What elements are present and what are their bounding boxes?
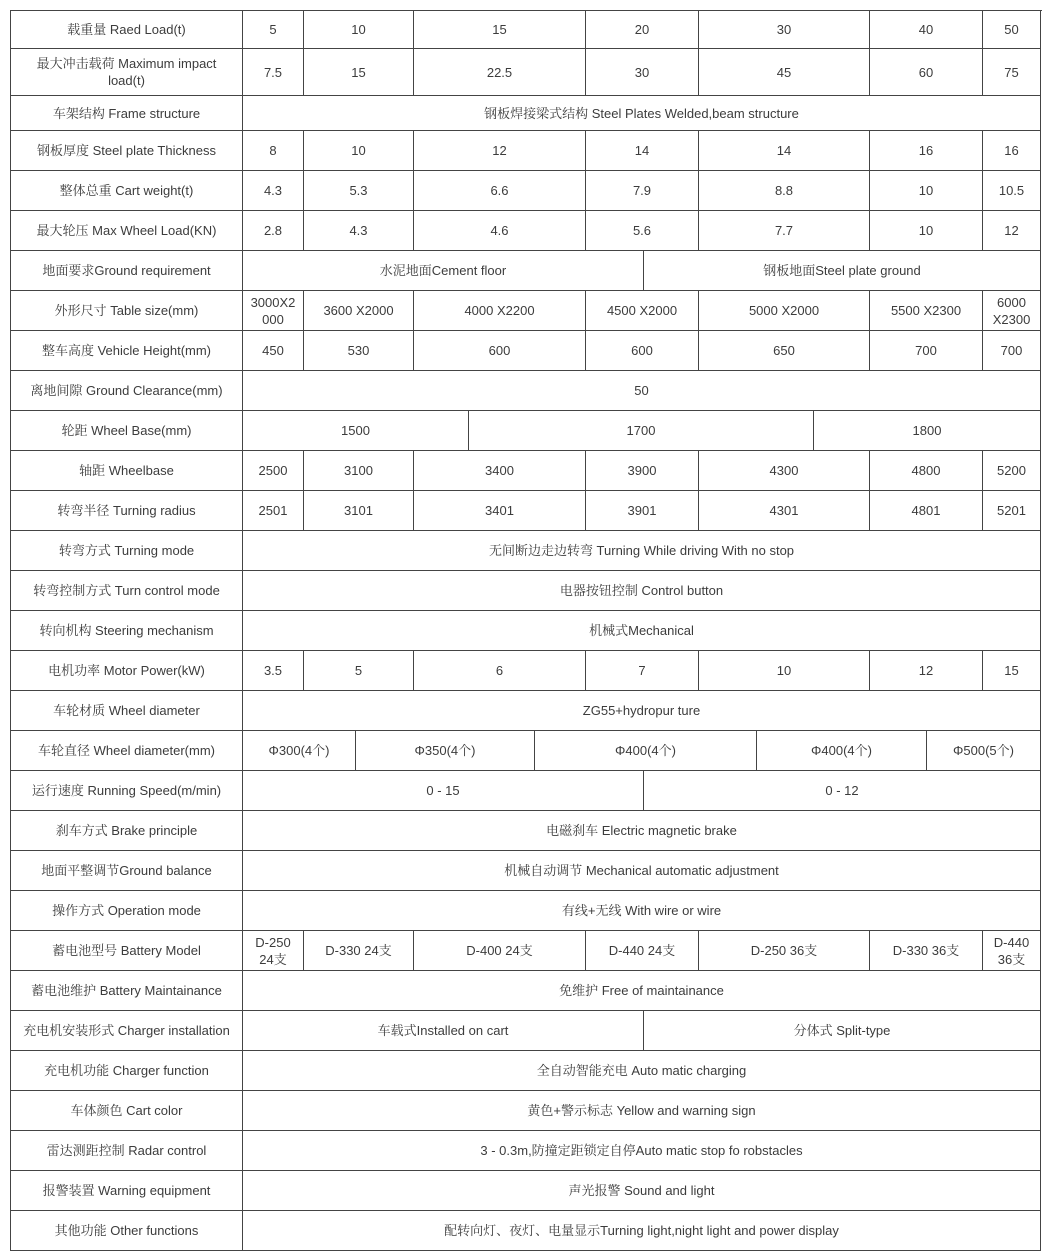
value-cell: 50 — [243, 371, 1041, 411]
table-row — [11, 49, 1042, 96]
row-label: 蓄电池维护 Battery Maintainance — [11, 971, 243, 1011]
value-cell: 3100 — [304, 451, 414, 491]
value-cell: 12 — [414, 131, 586, 171]
table-row — [11, 931, 1042, 971]
row-label: 电机功率 Motor Power(kW) — [11, 651, 243, 691]
row-label: 最大轮压 Max Wheel Load(KN) — [11, 211, 243, 251]
value-cell: 10 — [699, 651, 870, 691]
table-row — [11, 811, 1042, 851]
row-label: 雷达测距控制 Radar control — [11, 1131, 243, 1171]
value-cell: 10 — [870, 211, 983, 251]
value-cell: 配转向灯、夜灯、电量显示Turning light,night light and power display — [243, 1211, 1041, 1251]
value-cell: 电器按钮控制 Control button — [243, 571, 1041, 611]
row-label: 整体总重 Cart weight(t) — [11, 171, 243, 211]
value-cell: 15 — [304, 49, 414, 96]
table-row — [11, 971, 1042, 1011]
row-label: 地面要求Ground requirement — [11, 251, 243, 291]
value-cell: 12 — [983, 211, 1041, 251]
value-cell: 14 — [586, 131, 699, 171]
spec-table — [10, 10, 1042, 1251]
value-cell: 3400 — [414, 451, 586, 491]
value-cell: 3 - 0.3m,防撞定距锁定自停Auto matic stop fo robstacles — [243, 1131, 1041, 1171]
row-label: 车体颜色 Cart color — [11, 1091, 243, 1131]
value-cell: 3.5 — [243, 651, 304, 691]
value-cell: 机械自动调节 Mechanical automatic adjustment — [243, 851, 1041, 891]
value-cell: 3901 — [586, 491, 699, 531]
row-label: 地面平整调节Ground balance — [11, 851, 243, 891]
value-cell: 5000 X2000 — [699, 291, 870, 331]
row-label: 其他功能 Other functions — [11, 1211, 243, 1251]
row-label: 离地间隙 Ground Clearance(mm) — [11, 371, 243, 411]
value-cell: 4.3 — [304, 211, 414, 251]
row-label: 车轮直径 Wheel diameter(mm) — [11, 731, 243, 771]
value-cell: 30 — [586, 49, 699, 96]
value-cell: 10 — [304, 11, 414, 49]
table-row — [11, 531, 1042, 571]
value-cell: 全自动智能充电 Auto matic charging — [243, 1051, 1041, 1091]
table-row — [11, 1131, 1042, 1171]
value-cell: Φ300(4个) — [243, 731, 356, 771]
value-cell: 1800 — [814, 411, 1041, 451]
value-cell: 8 — [243, 131, 304, 171]
value-cell: ZG55+hydropur ture — [243, 691, 1041, 731]
value-cell: 4500 X2000 — [586, 291, 699, 331]
value-cell: 声光报警 Sound and light — [243, 1171, 1041, 1211]
table-row — [11, 251, 1042, 291]
value-cell: 2.8 — [243, 211, 304, 251]
value-cell: 6 — [414, 651, 586, 691]
value-cell: 14 — [699, 131, 870, 171]
value-cell: Φ400(4个) — [757, 731, 927, 771]
value-cell: 6.6 — [414, 171, 586, 211]
value-cell: 10.5 — [983, 171, 1041, 211]
value-cell: 3000X2000 — [243, 291, 304, 331]
value-cell: D-440 36支 — [983, 931, 1041, 971]
value-cell: 600 — [586, 331, 699, 371]
value-cell: 4000 X2200 — [414, 291, 586, 331]
row-label: 车轮材质 Wheel diameter — [11, 691, 243, 731]
value-cell: 电磁刹车 Electric magnetic brake — [243, 811, 1041, 851]
value-cell: 3900 — [586, 451, 699, 491]
value-cell: 钢板地面Steel plate ground — [644, 251, 1041, 291]
value-cell: 2500 — [243, 451, 304, 491]
value-cell: 700 — [870, 331, 983, 371]
row-label: 充电机安装形式 Charger installation — [11, 1011, 243, 1051]
row-label: 整车高度 Vehicle Height(mm) — [11, 331, 243, 371]
table-row — [11, 1011, 1042, 1051]
table-row — [11, 1051, 1042, 1091]
value-cell: 45 — [699, 49, 870, 96]
value-cell: D-400 24支 — [414, 931, 586, 971]
value-cell: 3101 — [304, 491, 414, 531]
row-label: 转弯半径 Turning radius — [11, 491, 243, 531]
value-cell: 4801 — [870, 491, 983, 531]
value-cell: 530 — [304, 331, 414, 371]
value-cell: 钢板焊接梁式结构 Steel Plates Welded,beam structure — [243, 96, 1041, 131]
value-cell: 7.7 — [699, 211, 870, 251]
value-cell: 5 — [304, 651, 414, 691]
value-cell: 5.6 — [586, 211, 699, 251]
table-row — [11, 491, 1042, 531]
table-row — [11, 411, 1042, 451]
table-row — [11, 371, 1042, 411]
value-cell: 16 — [870, 131, 983, 171]
table-row — [11, 331, 1042, 371]
value-cell: 15 — [983, 651, 1041, 691]
value-cell: 15 — [414, 11, 586, 49]
table-row — [11, 1091, 1042, 1131]
value-cell: 50 — [983, 11, 1041, 49]
row-label: 转向机构 Steering mechanism — [11, 611, 243, 651]
value-cell: 16 — [983, 131, 1041, 171]
value-cell: 无间断边走边转弯 Turning While driving With no stop — [243, 531, 1041, 571]
value-cell: 600 — [414, 331, 586, 371]
table-row — [11, 96, 1042, 131]
value-cell: 650 — [699, 331, 870, 371]
table-row — [11, 1211, 1042, 1251]
value-cell: 7 — [586, 651, 699, 691]
value-cell: 4.3 — [243, 171, 304, 211]
value-cell: 4301 — [699, 491, 870, 531]
table-row — [11, 171, 1042, 211]
value-cell: 2501 — [243, 491, 304, 531]
table-row — [11, 1171, 1042, 1211]
value-cell: 7.5 — [243, 49, 304, 96]
table-row — [11, 851, 1042, 891]
value-cell: 车载式Installed on cart — [243, 1011, 644, 1051]
table-row — [11, 11, 1042, 49]
value-cell: 20 — [586, 11, 699, 49]
row-label: 运行速度 Running Speed(m/min) — [11, 771, 243, 811]
row-label: 轮距 Wheel Base(mm) — [11, 411, 243, 451]
value-cell: 4.6 — [414, 211, 586, 251]
value-cell: 8.8 — [699, 171, 870, 211]
value-cell: 0 - 15 — [243, 771, 644, 811]
table-row — [11, 731, 1042, 771]
value-cell: 5.3 — [304, 171, 414, 211]
row-label: 报警装置 Warning equipment — [11, 1171, 243, 1211]
value-cell: 10 — [304, 131, 414, 171]
table-row — [11, 891, 1042, 931]
table-row — [11, 611, 1042, 651]
value-cell: 450 — [243, 331, 304, 371]
row-label: 最大冲击载荷 Maximum impact load(t) — [11, 49, 243, 96]
value-cell: 700 — [983, 331, 1041, 371]
value-cell: 3401 — [414, 491, 586, 531]
value-cell: 有线+无线 With wire or wire — [243, 891, 1041, 931]
value-cell: 10 — [870, 171, 983, 211]
value-cell: 黄色+警示标志 Yellow and warning sign — [243, 1091, 1041, 1131]
row-label: 转弯方式 Turning mode — [11, 531, 243, 571]
table-row — [11, 291, 1042, 331]
value-cell: Φ500(5个) — [927, 731, 1041, 771]
value-cell: 5500 X2300 — [870, 291, 983, 331]
value-cell: 6000 X2300 — [983, 291, 1041, 331]
row-label: 钢板厚度 Steel plate Thickness — [11, 131, 243, 171]
row-label: 载重量 Raed Load(t) — [11, 11, 243, 49]
value-cell: 分体式 Split-type — [644, 1011, 1041, 1051]
table-row — [11, 571, 1042, 611]
value-cell: Φ400(4个) — [535, 731, 757, 771]
value-cell: 免维护 Free of maintainance — [243, 971, 1041, 1011]
table-row — [11, 691, 1042, 731]
row-label: 充电机功能 Charger function — [11, 1051, 243, 1091]
value-cell: 4300 — [699, 451, 870, 491]
value-cell: 22.5 — [414, 49, 586, 96]
row-label: 转弯控制方式 Turn control mode — [11, 571, 243, 611]
row-label: 蓄电池型号 Battery Model — [11, 931, 243, 971]
value-cell: 30 — [699, 11, 870, 49]
table-row — [11, 131, 1042, 171]
value-cell: D-440 24支 — [586, 931, 699, 971]
value-cell: 机械式Mechanical — [243, 611, 1041, 651]
value-cell: 5200 — [983, 451, 1041, 491]
table-row — [11, 211, 1042, 251]
value-cell: 60 — [870, 49, 983, 96]
value-cell: 5201 — [983, 491, 1041, 531]
table-row — [11, 771, 1042, 811]
value-cell: 7.9 — [586, 171, 699, 211]
value-cell: 75 — [983, 49, 1041, 96]
value-cell: 12 — [870, 651, 983, 691]
value-cell: 4800 — [870, 451, 983, 491]
value-cell: 1500 — [243, 411, 469, 451]
table-row — [11, 451, 1042, 491]
row-label: 操作方式 Operation mode — [11, 891, 243, 931]
value-cell: 0 - 12 — [644, 771, 1041, 811]
value-cell: 水泥地面Cement floor — [243, 251, 644, 291]
value-cell: Φ350(4个) — [356, 731, 535, 771]
value-cell: 1700 — [469, 411, 814, 451]
value-cell: D-250 36支 — [699, 931, 870, 971]
value-cell: D-250 24支 — [243, 931, 304, 971]
value-cell: D-330 36支 — [870, 931, 983, 971]
row-label: 轴距 Wheelbase — [11, 451, 243, 491]
table-row — [11, 651, 1042, 691]
row-label: 外形尺寸 Table size(mm) — [11, 291, 243, 331]
row-label: 车架结构 Frame structure — [11, 96, 243, 131]
value-cell: 40 — [870, 11, 983, 49]
value-cell: D-330 24支 — [304, 931, 414, 971]
row-label: 刹车方式 Brake principle — [11, 811, 243, 851]
value-cell: 5 — [243, 11, 304, 49]
value-cell: 3600 X2000 — [304, 291, 414, 331]
